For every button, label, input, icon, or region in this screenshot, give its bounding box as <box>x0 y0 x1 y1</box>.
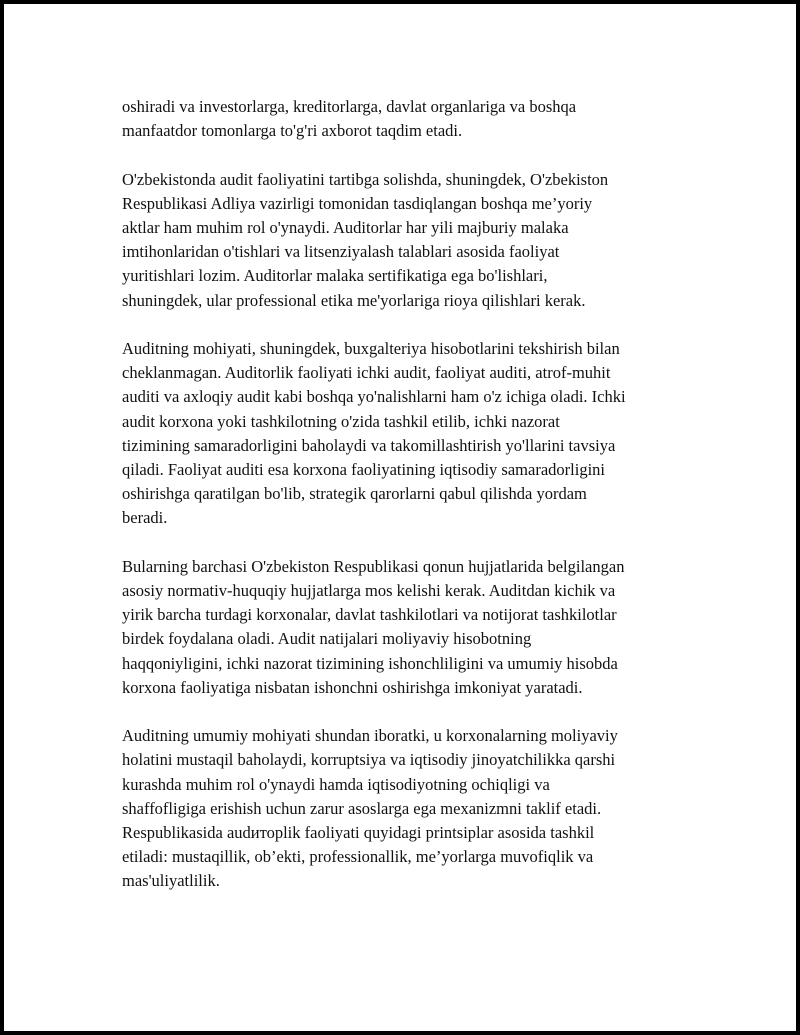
paragraph-5: Auditning umumiy mohiyati shundan iboratki, u korxonalarning moliyaviy holatini mustaqil baholaydi, korruptsiya va iqtisodiy jinoyatchilikka qarshi kurashda muhim rol o'ynaydi hamda iqtisodiyotning ochiqligi va shaffofligiga erishish uchun zarur asoslarga ega mexanizmni taklif etadi. Respublikasida audиторlik faoliyati quyidagi printsiplar asosida tashkil etiladi: mustaqillik, ob’ekti, professionallik, me’yorlarga muvofiqlik va mas'uliyatlilik. <box>122 726 618 891</box>
paragraph-2: O'zbekistonda audit faoliyatini tartibga solishda, shuningdek, O'zbekiston Respublikasi Adliya vazirligi tomonidan tasdiqlangan boshqa me’yoriy aktlar ham muhim rol o'ynaydi. Auditorlar har yili majburiy malaka imtihonlaridan o'tishlari va litsenziyalash talablari asosida faoliyat yuritishlari lozim. Auditorlar malaka sertifikatiga ega bo'lishlari, shuningdek, ular professional etika me'yorlariga rioya qilishlari kerak. <box>122 169 609 310</box>
paragraph-3: Auditning mohiyati, shuningdek, buxgalteriya hisobotlarini tekshirish bilan cheklanmagan. Auditorlik faoliyati ichki audit, faoliyat auditi, atrof-muhit auditi va axloqiy audit kabi boshqa yo'nalishlarni ham o'z ichiga oladi. Ichki audit korxona yoki tashkilotning o'zida tashkil etilib, ichki nazorat tizimining samaradorligini baholaydi va takomillashtirish yo'llarini tavsiya qiladi. Faoliyat auditi esa korxona faoliyatining iqtisodiy samaradorligini oshirishga qaratilgan bo'lib, strategik qarorlarni qabul qilishda yordam beradi. <box>122 339 626 528</box>
paragraph-1: oshiradi va investorlarga, kreditorlarga, davlat organlariga va boshqa manfaatdor tomonlarga to'g'ri axborot taqdim etadi. <box>122 97 577 141</box>
paragraph-4: Bularning barchasi O'zbekiston Respublikasi qonun hujjatlarida belgilangan asosiy normativ-huquqiy hujjatlarga mos kelishi kerak. Auditdan kichik va yirik barcha turdagi korxonalar, davlat tashkilotlari va notijorat tashkilotlar birdek foydalana oladi. Audit natijalari moliyaviy hisobotning haqqoniyligini, ichki nazorat tizimining ishonchliligini va umumiy hisobda korxona faoliyatiga nisbatan ishonchni oshirishga imkoniyat yaratadi. <box>122 556 625 697</box>
document-body <box>122 95 692 918</box>
